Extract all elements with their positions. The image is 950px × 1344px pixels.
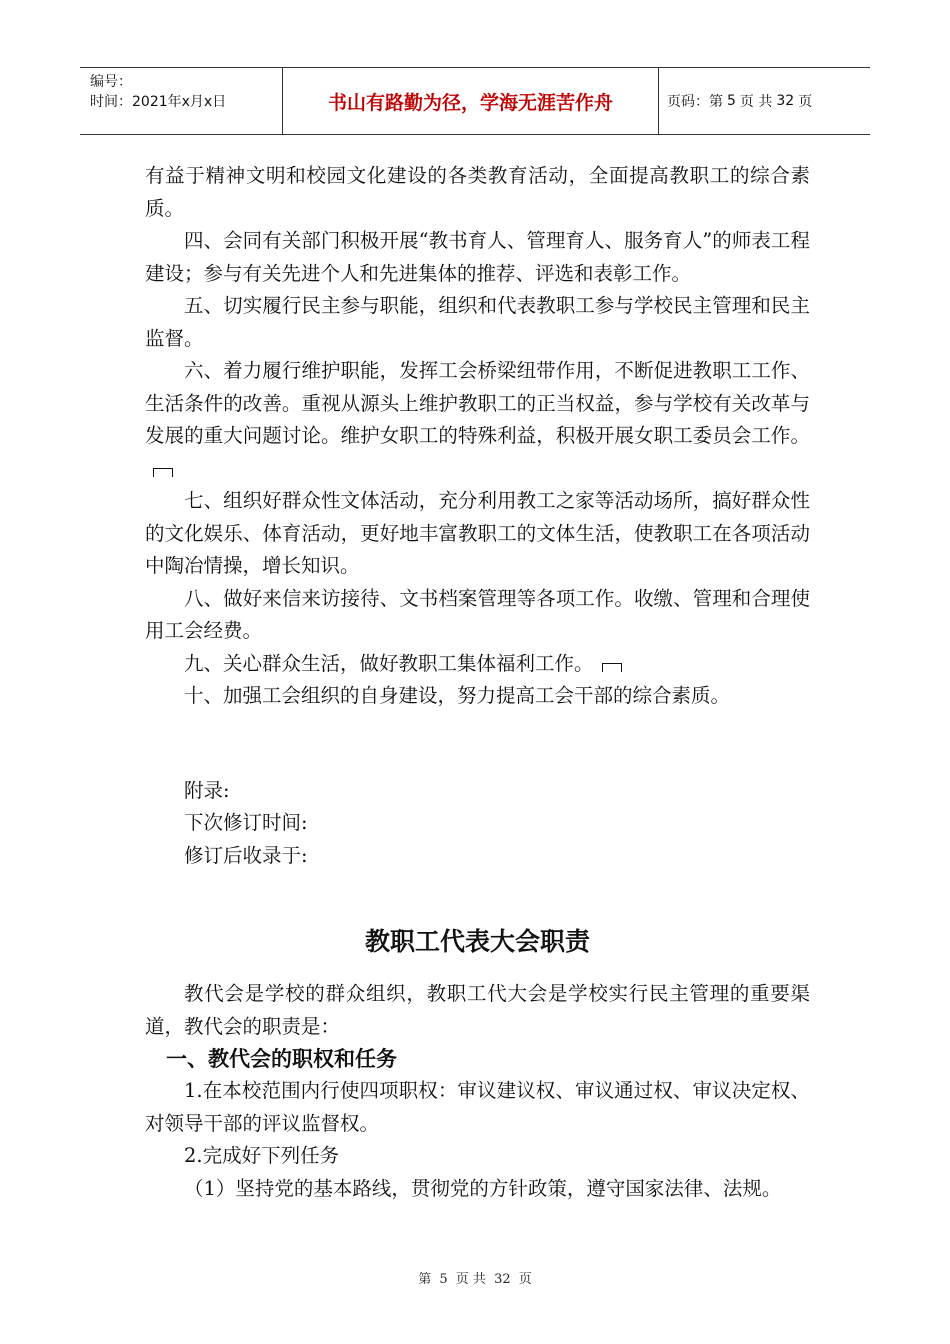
paragraph	[145, 355, 810, 485]
archived-to-label: 修订后收录于:	[184, 843, 308, 867]
spacer	[145, 713, 810, 775]
number-label: 编号：	[90, 74, 132, 90]
paragraph: 十、加强工会组织的自身建设，努力提高工会干部的综合素质。	[184, 684, 731, 707]
footer-total-pages: 32	[494, 1272, 511, 1287]
page-mid: 页 共	[739, 94, 773, 110]
paragraph-text: 九、关心群众生活，做好教职工集体福利工作。	[184, 651, 594, 675]
paragraph: 四、会同有关部门积极开展“教书育人、管理育人、服务育人”的师表工程建设；参与有关先进个人和先进集体的推荐、评选和表彰工作。	[145, 229, 810, 285]
footer-suffix: 页	[518, 1272, 532, 1287]
header-page-info	[659, 68, 870, 134]
page-header	[80, 67, 870, 135]
next-revision-label: 下次修订时间:	[184, 811, 308, 834]
page-footer	[0, 1268, 950, 1287]
appendix-label: 附录:	[184, 778, 230, 802]
page-end: 页	[798, 94, 813, 110]
paragraph: （1）坚持党的基本路线，贯彻党的方针政策，遵守国家法律、法规。	[184, 1176, 782, 1200]
footer-current-page: 5	[439, 1272, 448, 1287]
document-body	[145, 160, 810, 1205]
section-title: 教职工代表大会职责	[364, 927, 590, 956]
paragraph-text: 六、着力履行维护职能，发挥工会桥梁纽带作用，不断促进教职工工作、生活条件的改善。重视从源头上维护教职工的正当权益，参与学校有关改革与发展的重大问题讨论。维护女职工的特殊利益，积极开展女职工委员会工作。	[145, 359, 810, 447]
paragraph-mark-icon	[602, 663, 622, 672]
header-motto: 书山有路勤为径，学海无涯苦作舟	[283, 68, 659, 134]
date-label: 时间：2021年x月x日	[90, 94, 227, 110]
page-label: 页码：第	[667, 94, 723, 110]
spacer	[145, 872, 810, 924]
page-total: 32	[776, 93, 795, 109]
paragraph: 有益于精神文明和校园文化建设的各类教育活动，全面提高教职工的综合素质。	[145, 164, 810, 220]
paragraph	[145, 648, 810, 681]
paragraph: 教代会是学校的群众组织，教职工代大会是学校实行民主管理的重要渠道，教代会的职责是：	[145, 982, 810, 1038]
header-meta	[80, 68, 283, 134]
page-current: 5	[727, 93, 736, 109]
paragraph-mark-icon	[153, 468, 173, 477]
footer-mid: 页 共	[455, 1272, 486, 1287]
paragraph: 七、组织好群众性文体活动，充分利用教工之家等活动场所，搞好群众性的文化娱乐、体育活动，更好地丰富教职工的文体生活，使教职工在各项活动中陶冶情操，增长知识。	[145, 489, 810, 577]
paragraph: 八、做好来信来访接待、文书档案管理等各项工作。收缴、管理和合理使用工会经费。	[145, 586, 810, 642]
paragraph: 1.在本校范围内行使四项职权：审议建议权、审议通过权、审议决定权、对领导干部的评议监督权。	[145, 1079, 810, 1135]
paragraph: 2.完成好下列任务	[184, 1144, 340, 1167]
footer-prefix: 第	[418, 1272, 432, 1287]
paragraph: 五、切实履行民主参与职能，组织和代表教职工参与学校民主管理和民主监督。	[145, 294, 810, 350]
section-heading: 一、教代会的职权和任务	[166, 1047, 397, 1071]
